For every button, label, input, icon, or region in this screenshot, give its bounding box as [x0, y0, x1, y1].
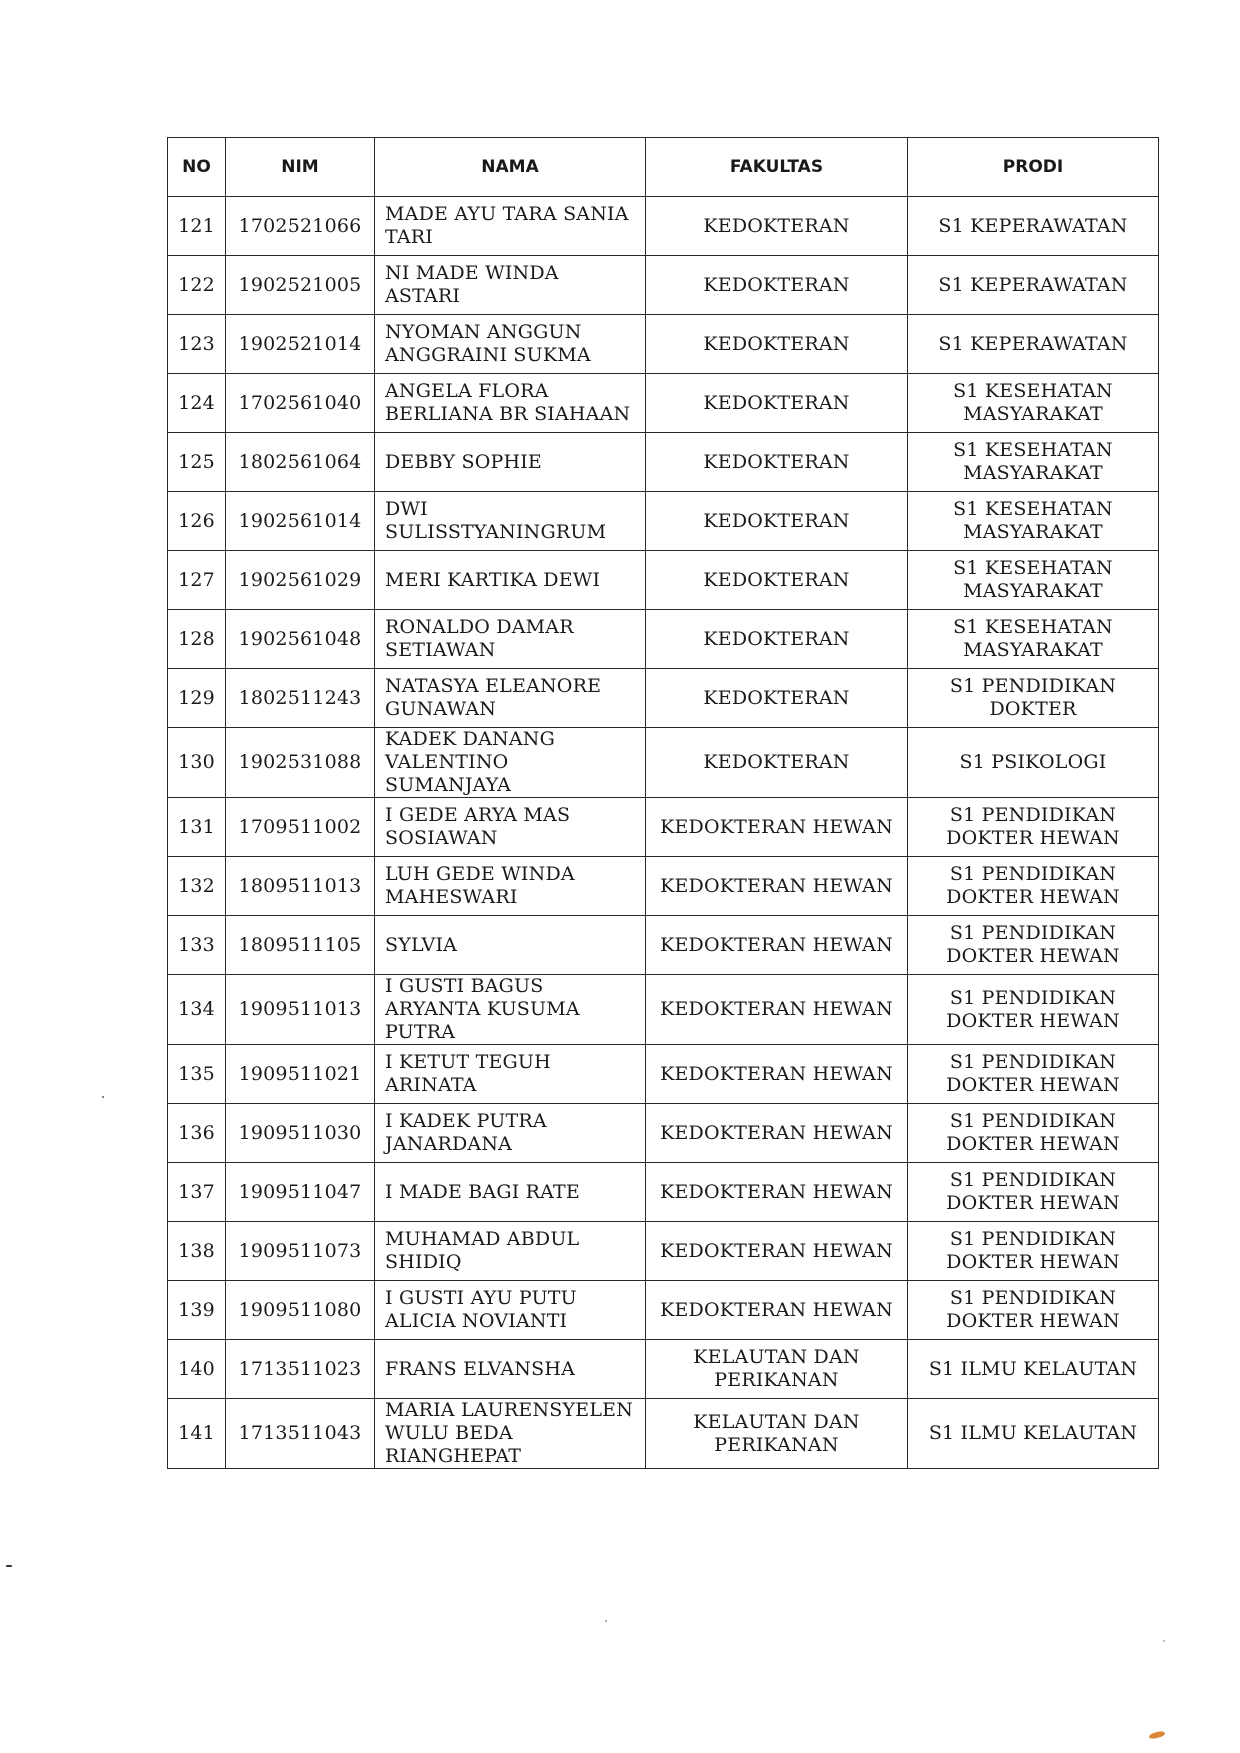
cell-prodi: S1 PENDIDIKAN DOKTER HEWAN	[908, 798, 1159, 857]
cell-fakultas: KEDOKTERAN HEWAN	[646, 1281, 908, 1340]
cell-nama: MERI KARTIKA DEWI	[375, 551, 646, 610]
cell-nama: I GUSTI AYU PUTU ALICIA NOVIANTI	[375, 1281, 646, 1340]
table-row	[168, 1104, 1159, 1163]
cell-prodi: S1 KESEHATAN MASYARAKAT	[908, 610, 1159, 669]
table-row	[168, 1399, 1159, 1469]
cell-nama: NI MADE WINDA ASTARI	[375, 256, 646, 315]
cell-nama: ANGELA FLORA BERLIANA BR SIAHAAN	[375, 374, 646, 433]
table-row	[168, 197, 1159, 256]
cell-prodi: S1 KEPERAWATAN	[908, 315, 1159, 374]
cell-nama: I GUSTI BAGUS ARYANTA KUSUMA PUTRA	[375, 975, 646, 1045]
scan-speck	[6, 1565, 12, 1567]
cell-nim: 1702561040	[226, 374, 375, 433]
cell-nim: 1902521005	[226, 256, 375, 315]
table-row	[168, 1340, 1159, 1399]
cell-nim: 1909511021	[226, 1045, 375, 1104]
table-row	[168, 916, 1159, 975]
table-row	[168, 975, 1159, 1045]
header-nim: NIM	[226, 138, 375, 197]
cell-nim: 1713511023	[226, 1340, 375, 1399]
table-body	[168, 197, 1159, 1469]
table-row	[168, 610, 1159, 669]
cell-prodi: S1 KESEHATAN MASYARAKAT	[908, 551, 1159, 610]
header-no: NO	[168, 138, 226, 197]
scan-speck	[1163, 1640, 1165, 1642]
cell-prodi: S1 PENDIDIKAN DOKTER HEWAN	[908, 1104, 1159, 1163]
cell-prodi: S1 KESEHATAN MASYARAKAT	[908, 374, 1159, 433]
cell-nim: 1902561014	[226, 492, 375, 551]
cell-prodi: S1 PENDIDIKAN DOKTER HEWAN	[908, 1163, 1159, 1222]
cell-nama: MUHAMAD ABDUL SHIDIQ	[375, 1222, 646, 1281]
cell-no: 122	[168, 256, 226, 315]
table-row	[168, 1163, 1159, 1222]
cell-prodi: S1 PENDIDIKAN DOKTER HEWAN	[908, 1222, 1159, 1281]
cell-nama: I MADE BAGI RATE	[375, 1163, 646, 1222]
cell-fakultas: KEDOKTERAN	[646, 315, 908, 374]
cell-fakultas: KEDOKTERAN	[646, 433, 908, 492]
cell-nama: I KETUT TEGUH ARINATA	[375, 1045, 646, 1104]
header-fakultas: FAKULTAS	[646, 138, 908, 197]
cell-nim: 1909511030	[226, 1104, 375, 1163]
cell-prodi: S1 ILMU KELAUTAN	[908, 1340, 1159, 1399]
cell-nim: 1802511243	[226, 669, 375, 728]
cell-no: 141	[168, 1399, 226, 1469]
cell-no: 136	[168, 1104, 226, 1163]
cell-nim: 1902531088	[226, 728, 375, 798]
cell-no: 124	[168, 374, 226, 433]
cell-nama: DEBBY SOPHIE	[375, 433, 646, 492]
cell-no: 139	[168, 1281, 226, 1340]
cell-fakultas: KELAUTAN DAN PERIKANAN	[646, 1399, 908, 1469]
cell-prodi: S1 PENDIDIKAN DOKTER HEWAN	[908, 975, 1159, 1045]
cell-fakultas: KEDOKTERAN	[646, 256, 908, 315]
table-row	[168, 315, 1159, 374]
cell-no: 130	[168, 728, 226, 798]
table-row	[168, 433, 1159, 492]
table-row	[168, 1222, 1159, 1281]
cell-fakultas: KEDOKTERAN	[646, 197, 908, 256]
table-row	[168, 1281, 1159, 1340]
table-row	[168, 857, 1159, 916]
cell-nama: I KADEK PUTRA JANARDANA	[375, 1104, 646, 1163]
cell-nim: 1909511080	[226, 1281, 375, 1340]
student-table	[167, 137, 1159, 1469]
cell-nim: 1909511073	[226, 1222, 375, 1281]
cell-prodi: S1 KESEHATAN MASYARAKAT	[908, 492, 1159, 551]
cell-prodi: S1 PENDIDIKAN DOKTER HEWAN	[908, 1045, 1159, 1104]
cell-prodi: S1 PSIKOLOGI	[908, 728, 1159, 798]
cell-nama: NATASYA ELEANORE GUNAWAN	[375, 669, 646, 728]
cell-fakultas: KELAUTAN DAN PERIKANAN	[646, 1340, 908, 1399]
cell-no: 129	[168, 669, 226, 728]
cell-fakultas: KEDOKTERAN	[646, 551, 908, 610]
cell-no: 137	[168, 1163, 226, 1222]
cell-nim: 1902521014	[226, 315, 375, 374]
cell-prodi: S1 PENDIDIKAN DOKTER	[908, 669, 1159, 728]
header-prodi: PRODI	[908, 138, 1159, 197]
cell-no: 132	[168, 857, 226, 916]
table-row	[168, 551, 1159, 610]
scan-speck	[102, 1096, 104, 1098]
cell-nim: 1713511043	[226, 1399, 375, 1469]
cell-nim: 1809511105	[226, 916, 375, 975]
cell-no: 134	[168, 975, 226, 1045]
cell-fakultas: KEDOKTERAN HEWAN	[646, 857, 908, 916]
cell-prodi: S1 KESEHATAN MASYARAKAT	[908, 433, 1159, 492]
cell-nim: 1809511013	[226, 857, 375, 916]
cell-no: 138	[168, 1222, 226, 1281]
cell-no: 127	[168, 551, 226, 610]
cell-no: 125	[168, 433, 226, 492]
cell-nama: FRANS ELVANSHA	[375, 1340, 646, 1399]
table-row	[168, 1045, 1159, 1104]
cell-no: 123	[168, 315, 226, 374]
cell-fakultas: KEDOKTERAN HEWAN	[646, 1045, 908, 1104]
cell-no: 135	[168, 1045, 226, 1104]
cell-nama: MARIA LAURENSYELEN WULU BEDA RIANGHEPAT	[375, 1399, 646, 1469]
cell-fakultas: KEDOKTERAN HEWAN	[646, 798, 908, 857]
cell-fakultas: KEDOKTERAN HEWAN	[646, 1163, 908, 1222]
cell-nama: KADEK DANANG VALENTINO SUMANJAYA	[375, 728, 646, 798]
table-row	[168, 798, 1159, 857]
cell-nim: 1709511002	[226, 798, 375, 857]
cell-no: 131	[168, 798, 226, 857]
cell-nama: MADE AYU TARA SANIA TARI	[375, 197, 646, 256]
cell-nama: RONALDO DAMAR SETIAWAN	[375, 610, 646, 669]
cell-no: 128	[168, 610, 226, 669]
cell-nim: 1909511047	[226, 1163, 375, 1222]
cell-fakultas: KEDOKTERAN HEWAN	[646, 975, 908, 1045]
cell-fakultas: KEDOKTERAN	[646, 728, 908, 798]
header-nama: NAMA	[375, 138, 646, 197]
table-row	[168, 669, 1159, 728]
cell-fakultas: KEDOKTERAN HEWAN	[646, 1104, 908, 1163]
cell-prodi: S1 ILMU KELAUTAN	[908, 1399, 1159, 1469]
cell-nama: DWI SULISSTYANINGRUM	[375, 492, 646, 551]
cell-no: 121	[168, 197, 226, 256]
table-row	[168, 256, 1159, 315]
scan-mark	[1149, 1730, 1166, 1739]
cell-prodi: S1 KEPERAWATAN	[908, 197, 1159, 256]
cell-nim: 1902561029	[226, 551, 375, 610]
cell-prodi: S1 KEPERAWATAN	[908, 256, 1159, 315]
cell-nama: SYLVIA	[375, 916, 646, 975]
cell-nim: 1909511013	[226, 975, 375, 1045]
cell-fakultas: KEDOKTERAN	[646, 669, 908, 728]
cell-fakultas: KEDOKTERAN	[646, 610, 908, 669]
cell-no: 133	[168, 916, 226, 975]
cell-fakultas: KEDOKTERAN HEWAN	[646, 1222, 908, 1281]
cell-prodi: S1 PENDIDIKAN DOKTER HEWAN	[908, 1281, 1159, 1340]
cell-prodi: S1 PENDIDIKAN DOKTER HEWAN	[908, 916, 1159, 975]
cell-nim: 1902561048	[226, 610, 375, 669]
cell-nama: NYOMAN ANGGUN ANGGRAINI SUKMA	[375, 315, 646, 374]
cell-nama: I GEDE ARYA MAS SOSIAWAN	[375, 798, 646, 857]
cell-nim: 1802561064	[226, 433, 375, 492]
cell-prodi: S1 PENDIDIKAN DOKTER HEWAN	[908, 857, 1159, 916]
cell-fakultas: KEDOKTERAN HEWAN	[646, 916, 908, 975]
cell-no: 126	[168, 492, 226, 551]
cell-nama: LUH GEDE WINDA MAHESWARI	[375, 857, 646, 916]
cell-nim: 1702521066	[226, 197, 375, 256]
table-row	[168, 728, 1159, 798]
cell-fakultas: KEDOKTERAN	[646, 492, 908, 551]
scan-speck	[605, 1620, 607, 1622]
table-row	[168, 492, 1159, 551]
table-row	[168, 374, 1159, 433]
cell-fakultas: KEDOKTERAN	[646, 374, 908, 433]
table-header-row	[168, 138, 1159, 197]
cell-no: 140	[168, 1340, 226, 1399]
